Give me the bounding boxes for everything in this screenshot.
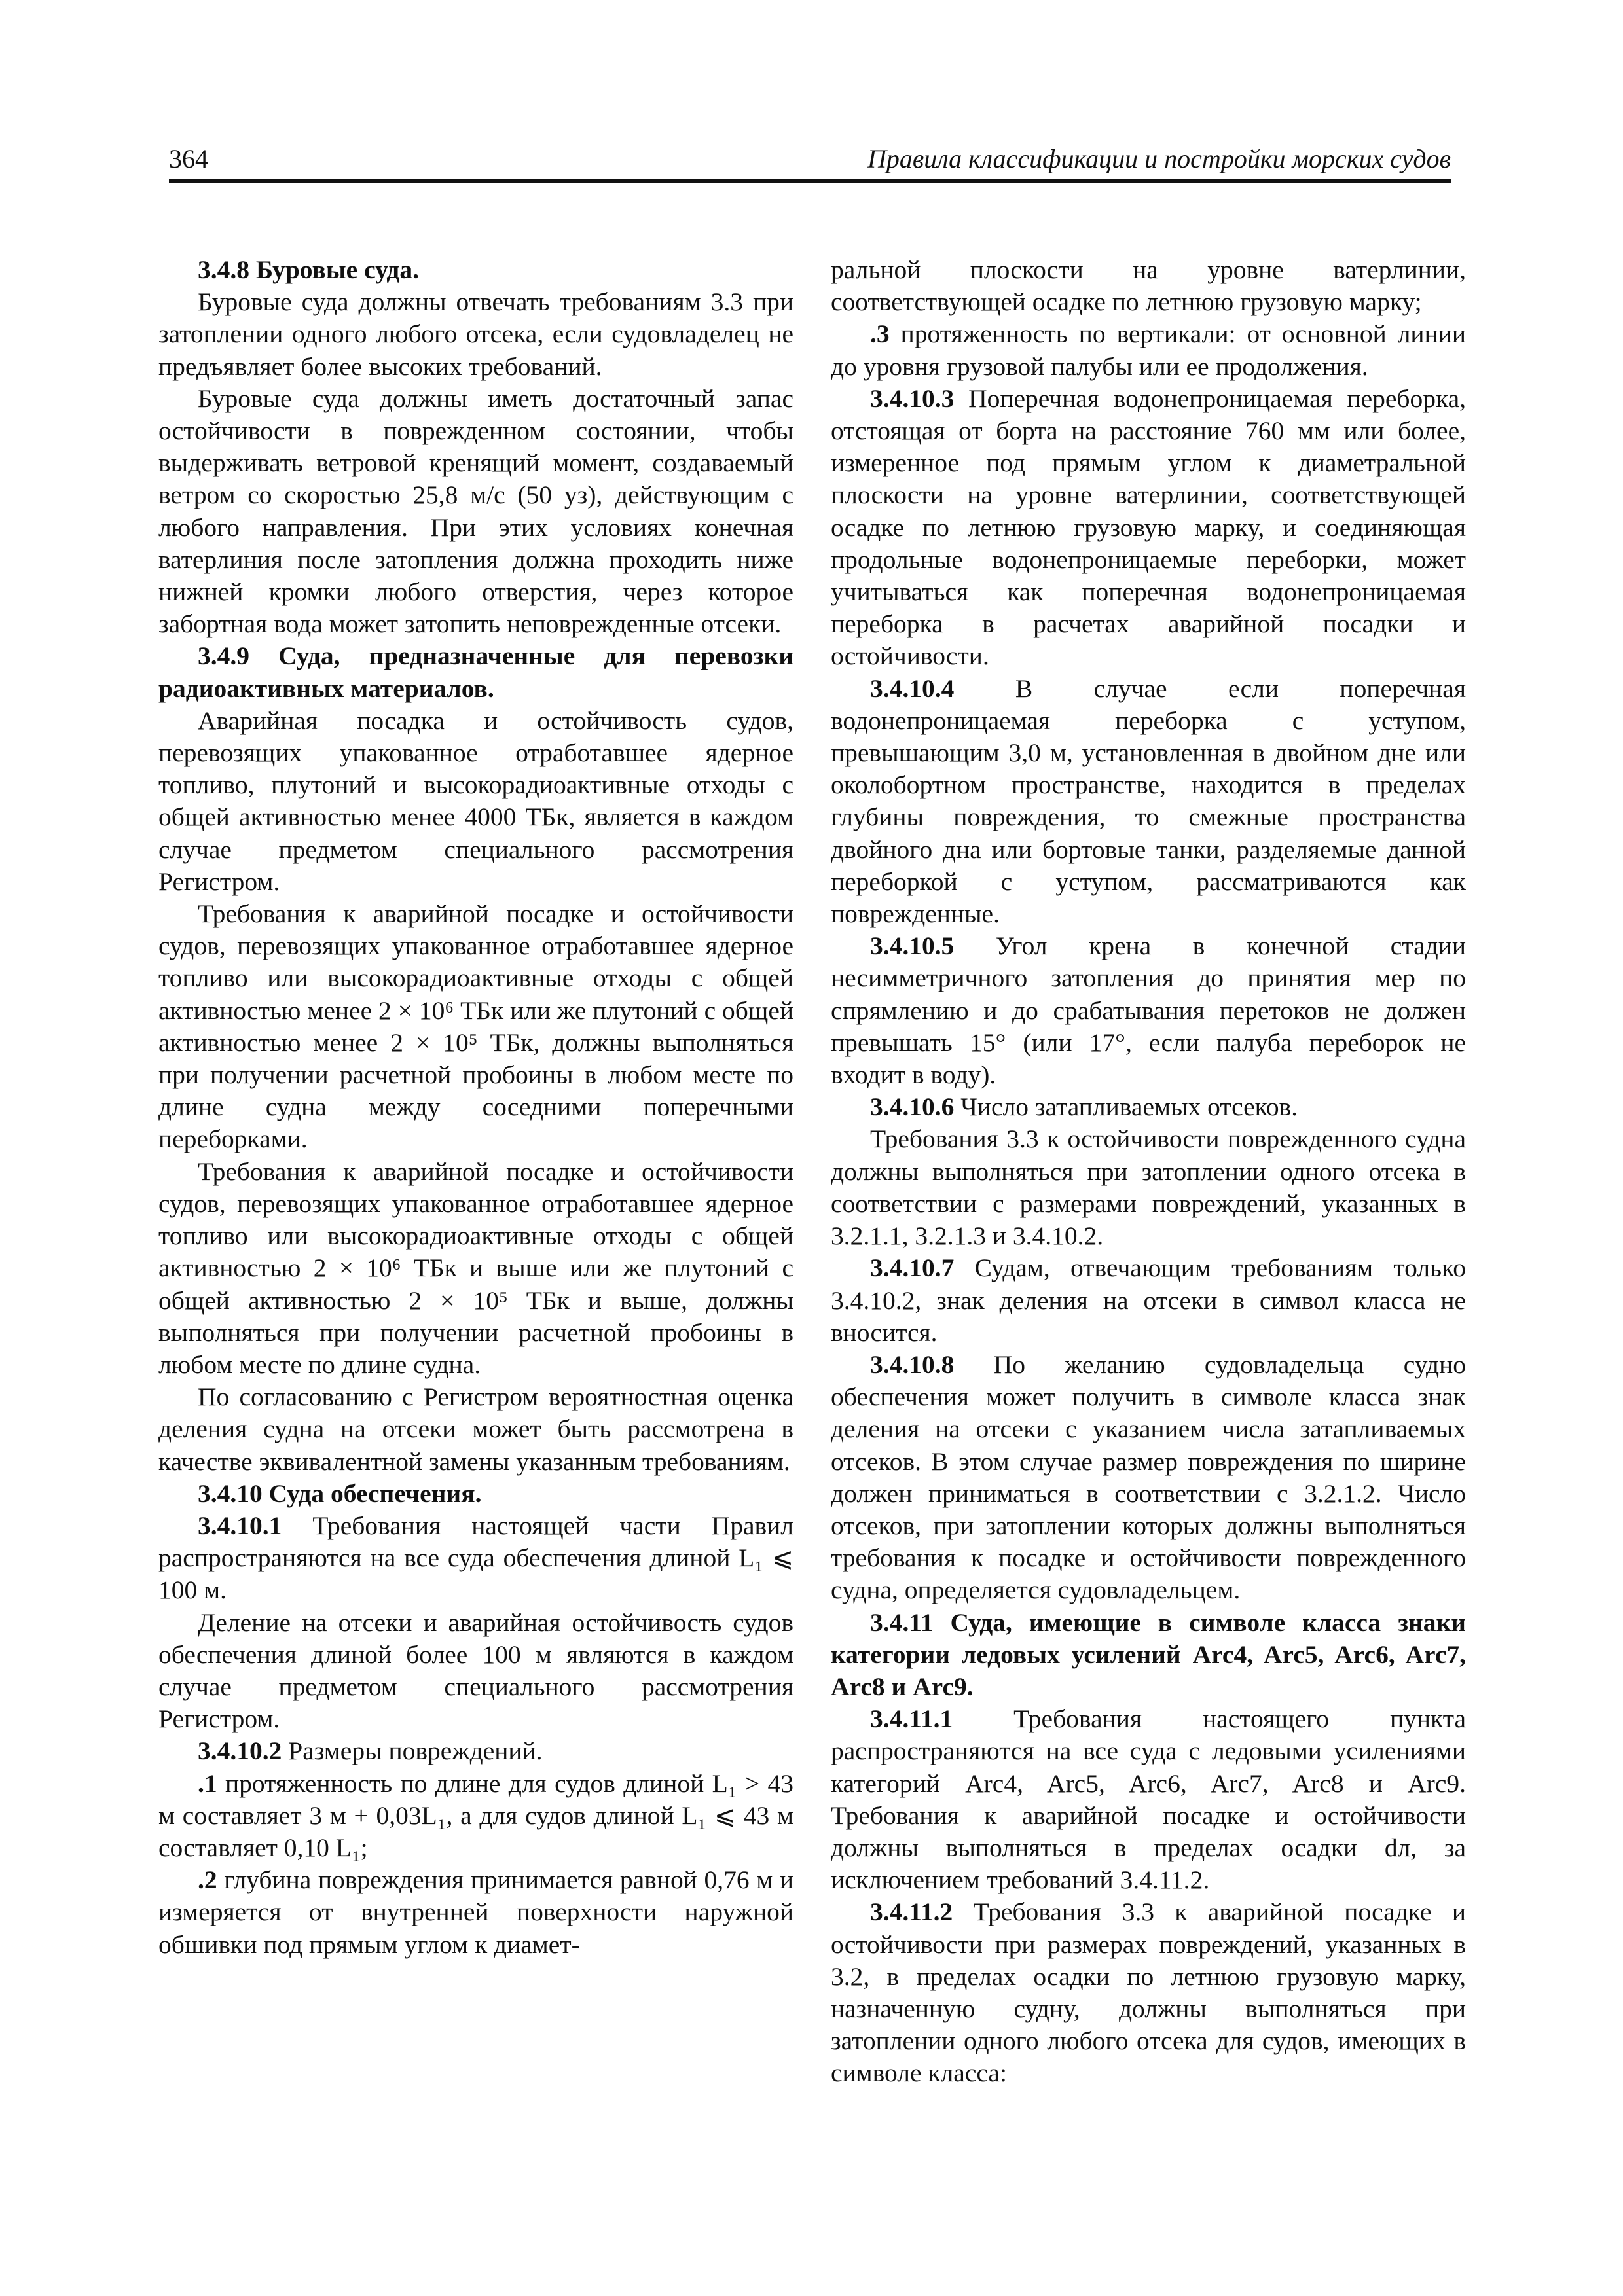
clause-text: Число затапливаемых отсеков. bbox=[954, 1092, 1298, 1122]
paragraph: Требования 3.3 к остойчивости поврежденного судна должны выполняться при затоплении одного отсека в соответствии с размерами повреждений, указанных в 3.2.1.1, 3.2.1.3 и 3.4.10.2. bbox=[831, 1124, 1466, 1251]
clause-number: 3.4.10.7 bbox=[870, 1253, 955, 1283]
paragraph bbox=[831, 1091, 1466, 1123]
running-title: Правила классификации и постройки морских судов bbox=[867, 144, 1451, 173]
paragraph: Буровые суда должны отвечать требованиям 3.3 при затоплении одного любого отсека, если судовладелец не предъявляет более высоких требований. bbox=[158, 287, 793, 381]
paragraph bbox=[831, 930, 1466, 1091]
section-heading-3-4-8: 3.4.8 Буровые суда. bbox=[198, 255, 419, 284]
item-number: .3 bbox=[870, 319, 890, 349]
clause-number: 3.4.11.1 bbox=[870, 1704, 953, 1734]
paragraph: Требования к аварийной посадке и остойчивости судов, перевозящих упакованное отработавшее ядерное топливо или высокорадиоактивные отходы с общей активностью 2 × 10⁶ ТБк и выше или же плутоний с общей активностью 2 × 10⁵ ТБк и выше, должны выполняться при получении расчетной пробоины в любом месте по длине судна. bbox=[158, 1157, 793, 1379]
paragraph bbox=[158, 1864, 793, 1961]
clause-number: 3.4.10.1 bbox=[198, 1511, 282, 1540]
section-heading-3-4-9: 3.4.9 Суда, предназначенные для перевозки радиоактивных материалов. bbox=[158, 641, 793, 703]
paragraph bbox=[831, 1252, 1466, 1349]
paragraph bbox=[158, 1510, 793, 1607]
paragraph-continued: ральной плоскости на уровне ватерлинии, соответствующей осадке по летнюю грузовую марку; bbox=[831, 255, 1466, 317]
clause-text: Требования настоящей части Правил распространяются на все суда обеспечения длиной L₁ ⩽ 100 м. bbox=[158, 1511, 793, 1605]
clause-text: Судам, отвечающим требованиям только 3.4.10.2, знак деления на отсеки в символ класса не вносится. bbox=[831, 1253, 1466, 1347]
paragraph bbox=[831, 1349, 1466, 1607]
item-number: .1 bbox=[198, 1768, 217, 1798]
clause-number: 3.4.10.2 bbox=[198, 1736, 282, 1766]
paragraph: Требования к аварийной посадке и остойчивости судов, перевозящих упакованное отработавшее ядерное топливо или высокорадиоактивные отходы с общей активностью менее 2 × 10⁶ ТБк или же плутоний с общей активностью менее 2 × 10⁵ ТБк, должны выполняться при получении расчетной пробоины в любом месте по длине судна между соседними поперечными переборками. bbox=[158, 899, 793, 1154]
clause-number: 3.4.10.5 bbox=[870, 931, 955, 961]
left-column bbox=[158, 254, 793, 1961]
clause-text: В случае если поперечная водонепроницаемая переборка с уступом, превышающим 3,0 м, установленная в двойном дне или околобортном пространстве, находится в пределах глубины повреждения, то смежные пространства двойного дна или бортовые танки, разделяемые данной переборкой с уступом, рассматриваются как поврежденные. bbox=[831, 673, 1466, 929]
paragraph bbox=[158, 1735, 793, 1767]
section-heading-3-4-11: 3.4.11 Суда, имеющие в символе класса знаки категории ледовых усилений Arc4, Arc5, Arc6, Arc7, Arc8 и Arc9. bbox=[831, 1607, 1466, 1701]
item-text: протяженность по вертикали: от основной линии до уровня грузовой палубы или ее продолжения. bbox=[831, 319, 1466, 381]
paragraph: По согласованию с Регистром вероятностная оценка деления судна на отсеки может быть рассмотрена в качестве эквивалентной замены указанным требованиям. bbox=[158, 1382, 793, 1476]
clause-number: 3.4.10.6 bbox=[870, 1092, 955, 1122]
running-header bbox=[169, 143, 1451, 183]
paragraph bbox=[158, 1768, 793, 1865]
paragraph bbox=[831, 318, 1466, 382]
clause-number: 3.4.10.8 bbox=[870, 1350, 955, 1379]
paragraph bbox=[831, 1703, 1466, 1896]
paragraph bbox=[831, 673, 1466, 931]
section-heading-3-4-10: 3.4.10 Суда обеспечения. bbox=[198, 1479, 482, 1508]
clause-number: 3.4.11.2 bbox=[870, 1897, 953, 1927]
clause-text: По желанию судовладельца судно обеспечения может получить в символе класса знак деления на отсеки с указанием числа затапливаемых отсеков. В этом случае размер повреждения по ширине должен приниматься в соответствии с 3.2.1.2. Число отсеков, при затоплении которых должны выполняться требования к посадке и остойчивости поврежденного судна, определяется судовладельцем. bbox=[831, 1350, 1466, 1605]
clause-text: Поперечная водонепроницаемая переборка, отстоящая от борта на расстояние 760 мм или более, измеренное под прямым углом к диаметральной плоскости на уровне ватерлинии, соответствующей осадке по летнюю грузовую марку, и соединяющая продольные водонепроницаемые переборки, может учитываться как поперечная водонепроницаемая переборка в расчетах аварийной посадки и остойчивости. bbox=[831, 384, 1466, 671]
paragraph bbox=[831, 383, 1466, 673]
clause-text: Размеры повреждений. bbox=[282, 1736, 543, 1766]
right-column bbox=[831, 254, 1466, 2090]
clause-text: Требования настоящего пункта распространяются на все суда с ледовыми усилениями категорий Arc4, Arc5, Arc6, Arc7, Arc8 и Arc9. Требования к аварийной посадке и остойчивости должны выполняться в пределах осадки dл, за исключением требований 3.4.11.2. bbox=[831, 1704, 1466, 1895]
paragraph: Буровые суда должны иметь достаточный запас остойчивости в поврежденном состоянии, чтобы выдерживать ветровой кренящий момент, создаваемый ветром со скоростью 25,8 м/с (50 уз), действующим с любого направления. При этих условиях конечная ватерлиния после затопления должна проходить ниже нижней кромки любого отверстия, через которое забортная вода может затопить неповрежденные отсеки. bbox=[158, 384, 793, 639]
item-text: протяженность по длине для судов длиной L₁ > 43 м составляет 3 м + 0,03L₁, а для судов длиной L₁ ⩽ 43 м составляет 0,10 L₁; bbox=[158, 1768, 793, 1862]
item-text: глубина повреждения принимается равной 0,76 м и измеряется от внутренней поверхности наружной обшивки под прямым углом к диамет- bbox=[158, 1865, 793, 1959]
page-number: 364 bbox=[169, 144, 208, 173]
clause-text: Угол крена в конечной стадии несимметричного затопления до принятия мер по спрямлению и до срабатывания перетоков не должен превышать 15° (или 17°, если палуба переборок не входит в воду). bbox=[831, 931, 1466, 1090]
clause-text: Требования 3.3 к аварийной посадке и остойчивости при размерах повреждений, указанных в 3.2, в пределах осадки по летнюю грузовую марку, назначенную судну, должны выполняться при затоплении одного любого отсека для судов, имеющих в символе класса: bbox=[831, 1897, 1466, 2088]
paragraph: Аварийная посадка и остойчивость судов, перевозящих упакованное отработавшее ядерное топливо, плутоний и высокорадиоактивные отходы с общей активностью менее 4000 ТБк, является в каждом случае предметом специального рассмотрения Регистром. bbox=[158, 706, 793, 896]
paragraph: Деление на отсеки и аварийная остойчивость судов обеспечения длиной более 100 м являются в каждом случае предметом специального рассмотрения Регистром. bbox=[158, 1607, 793, 1734]
clause-number: 3.4.10.3 bbox=[870, 384, 955, 413]
paragraph bbox=[831, 1896, 1466, 2089]
clause-number: 3.4.10.4 bbox=[870, 673, 955, 703]
item-number: .2 bbox=[198, 1865, 217, 1895]
